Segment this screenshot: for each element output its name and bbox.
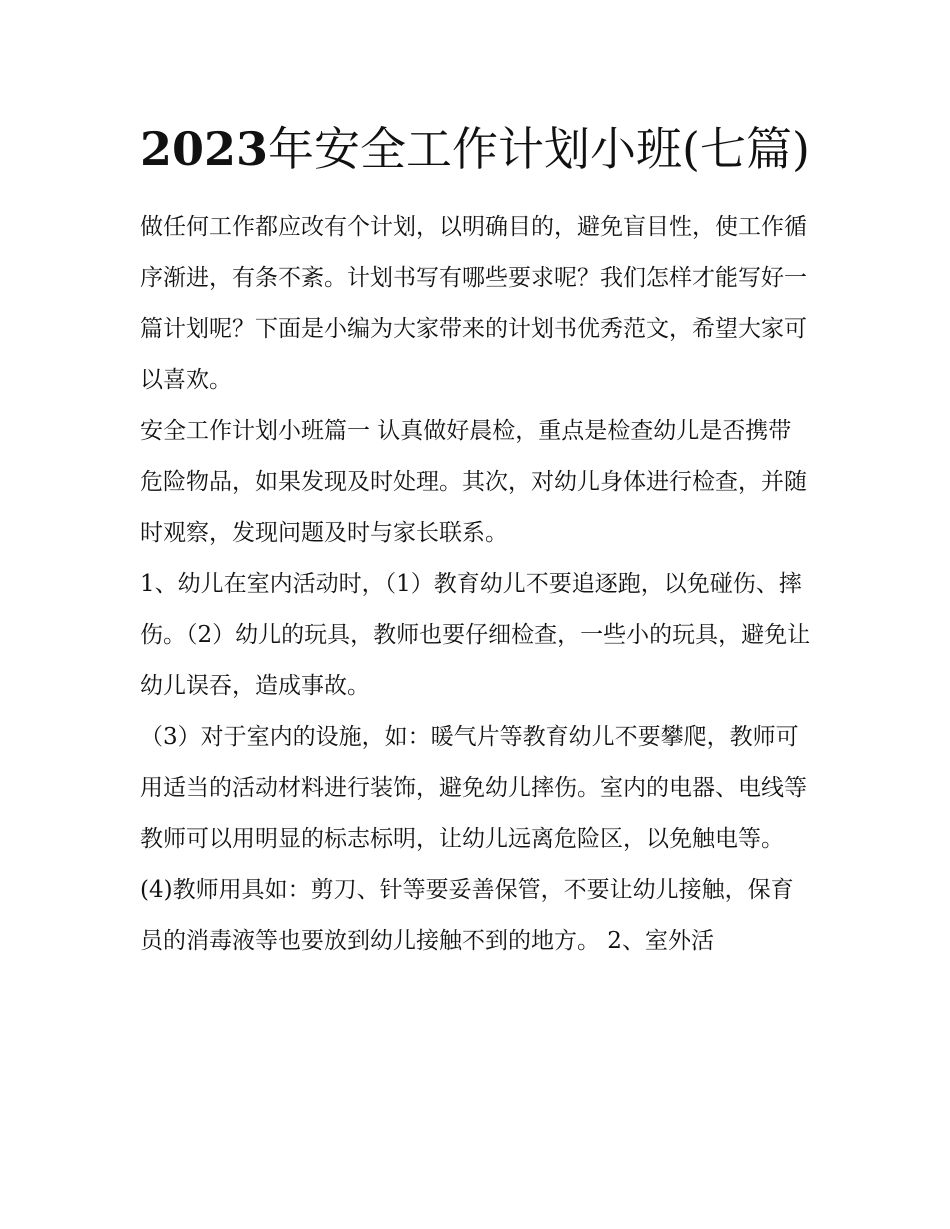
document-title xyxy=(140,110,812,188)
document-page xyxy=(140,110,812,967)
title-year: 2023 xyxy=(140,122,269,176)
intro-paragraph: 做任何工作都应改有个计划，以明确目的，避免盲目性，使工作循序渐进，有条不紊。计划书写有哪些要求呢？我们怎样才能写好一篇计划呢？下面是小编为大家带来的计划书优秀范文，希望大家可以喜欢。 xyxy=(140,214,807,393)
indoor-facilities-paragraph: （3）对于室内的设施，如：暖气片等教育幼儿不要攀爬，教师可用适当的活动材料进行装饰，避免幼儿摔伤。室内的电器、电线等教师可以用明显的标志标明，让幼儿远离危险区，以免触电等。 xyxy=(140,724,807,852)
teacher-tools-paragraph: (4)教师用具如：剪刀、针等要妥善保管，不要让幼儿接触，保育员的消毒液等也要放到幼儿接触不到的地方。 2、室外活 xyxy=(140,877,794,954)
indoor-activity-paragraph: 1、幼儿在室内活动时，（1）教育幼儿不要追逐跑，以免碰伤、摔伤。（2）幼儿的玩具，教师也要仔细检查，一些小的玩具，避免让幼儿误吞，造成事故。 xyxy=(140,571,811,699)
document-body xyxy=(140,202,812,967)
section-one-paragraph: 安全工作计划小班篇一 认真做好晨检，重点是检查幼儿是否携带危险物品，如果发现及时处理。其次，对幼儿身体进行检查，并随时观察，发现问题及时与家长联系。 xyxy=(140,418,807,546)
title-text: 年安全工作计划小班(七篇) xyxy=(268,122,810,176)
